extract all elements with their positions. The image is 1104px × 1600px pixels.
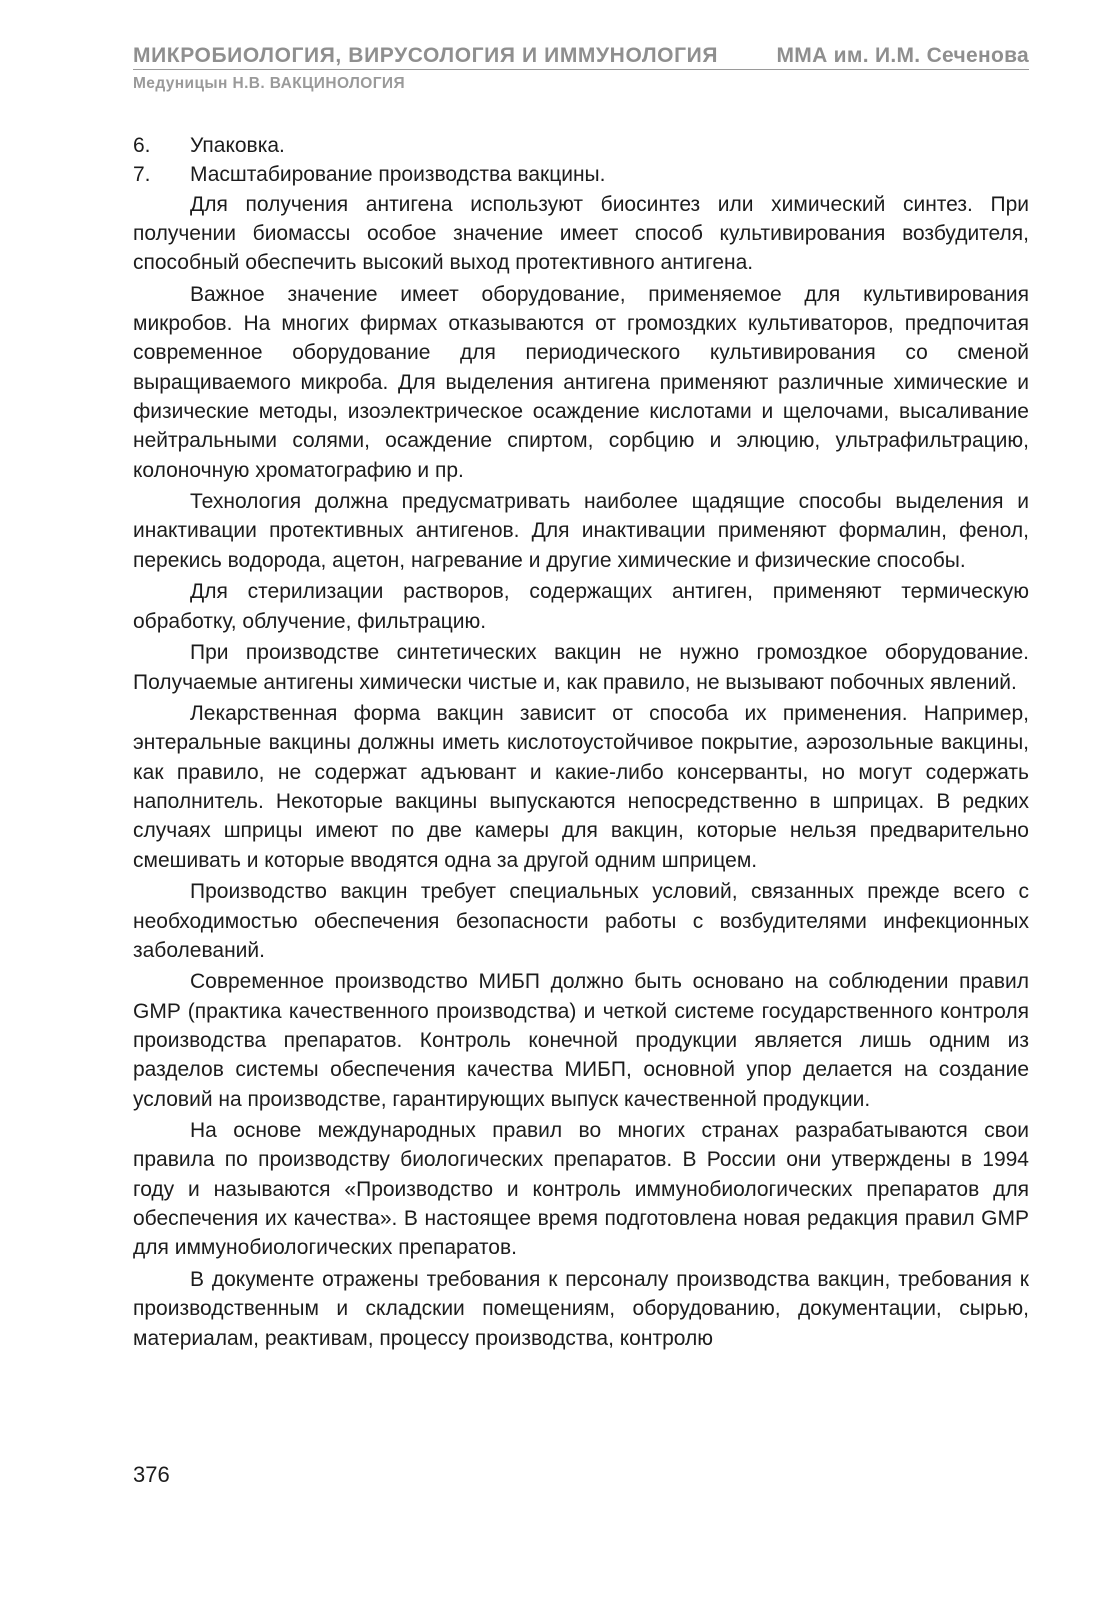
running-header <box>133 44 1029 93</box>
list-item-text: Упаковка. <box>190 134 285 157</box>
list-item-text: Масштабирование производства вакцины. <box>190 163 606 187</box>
paragraph-antigen-production: Для получения антигена используют биосинтез или химический синтез. При получении биомассы особое значение имеет способ культивирования возбудителя, способный обеспечить высокий выход протективного антигена. <box>133 192 1029 275</box>
paragraph-sterilization: Для стерилизации растворов, содержащих антиген, применяют термическую обработку, облучение, фильтрацию. <box>133 580 1029 633</box>
list-item-6 <box>133 131 1029 160</box>
header-author-book: Медуницын Н.В. ВАКЦИНОЛОГИЯ <box>133 75 406 92</box>
page-number: 376 <box>133 1462 170 1487</box>
paragraph-gmp: Современное производство МИБП должно быть основано на соблюдении правил GMP (практика качественного производства) и четкой системе государственного контроля производства препаратов. Контроль конечной продукции является лишь одним из разделов системы обеспечения качества МИБП, основной упор делается на создание условий на производстве, гарантирующих выпуск качественной продукции. <box>133 970 1029 1111</box>
paragraph-dosage-form: Лекарственная форма вакцин зависит от способа их применения. Например, энтеральные вакцины должны иметь кислотоустойчивое покрытие, аэрозольные вакцины, как правило, не содержат адъювант и какие-либо консерванты, но могут содержать наполнитель. Некоторые вакцины выпускаются непосредственно в шприцах. В редких случаях шприцы имеют по две камеры для вакцин, которые нельзя предварительно смешивать и которые вводятся одна за другой одним шприцем. <box>133 702 1029 872</box>
paragraph-production-conditions: Производство вакцин требует специальных условий, связанных прежде всего с необходимостью обеспечения безопасности работы с возбудителями инфекционных заболеваний. <box>133 880 1029 962</box>
header-subject-title: МИКРОБИОЛОГИЯ, ВИРУСОЛОГИЯ И ИММУНОЛОГИЯ <box>133 44 719 67</box>
paragraph-technology: Технология должна предусматривать наиболее щадящие способы выделения и инактивации протективных антигенов. Для инактивации применяют формалин, фенол, перекись водорода, ацетон, нагревание и другие химические и физические способы. <box>133 490 1029 572</box>
paragraph-international-rules: На основе международных правил во многих странах разрабатываются свои правила по производству биологических препаратов. В России они утверждены в 1994 году и называются «Производство и контроль иммунобиологических препаратов для обеспечения их качества». В настоящее время подготовлена новая редакция правил GMP для иммунобиологических препаратов. <box>133 1119 1029 1260</box>
list-item-7 <box>133 160 1029 189</box>
page-body <box>133 131 1029 1355</box>
paragraph-synthetic-vaccines: При производстве синтетических вакцин не нужно громоздкое оборудование. Получаемые антигены химически чистые и, как правило, не вызывают побочных явлений. <box>133 641 1029 694</box>
list-item-number: 6. <box>133 134 151 157</box>
paragraph-equipment: Важное значение имеет оборудование, применяемое для культивирования микробов. На многих фирмах отказываются от громоздких культиваторов, предпочитая современное оборудование для периодического культивирования со сменой выращиваемого микроба. Для выделения антигена применяют различные химические и физические методы, изоэлектрическое осаждение кислотами и щелочами, высаливание нейтральными солями, осаждение спиртом, сорбцию и элюцию, ультрафильтрацию, колоночную хроматографию и пр. <box>133 282 1029 482</box>
list-item-number: 7. <box>133 163 151 187</box>
header-institution: ММА им. И.М. Сеченова <box>776 44 1029 67</box>
paragraph-document-requirements: В документе отражены требования к персоналу производства вакцин, требования к производственным и складскии помещениям, оборудованию, документации, сырью, материалам, реактивам, процессу производства, контролю <box>133 1267 1029 1350</box>
header-top-line <box>133 44 1029 70</box>
